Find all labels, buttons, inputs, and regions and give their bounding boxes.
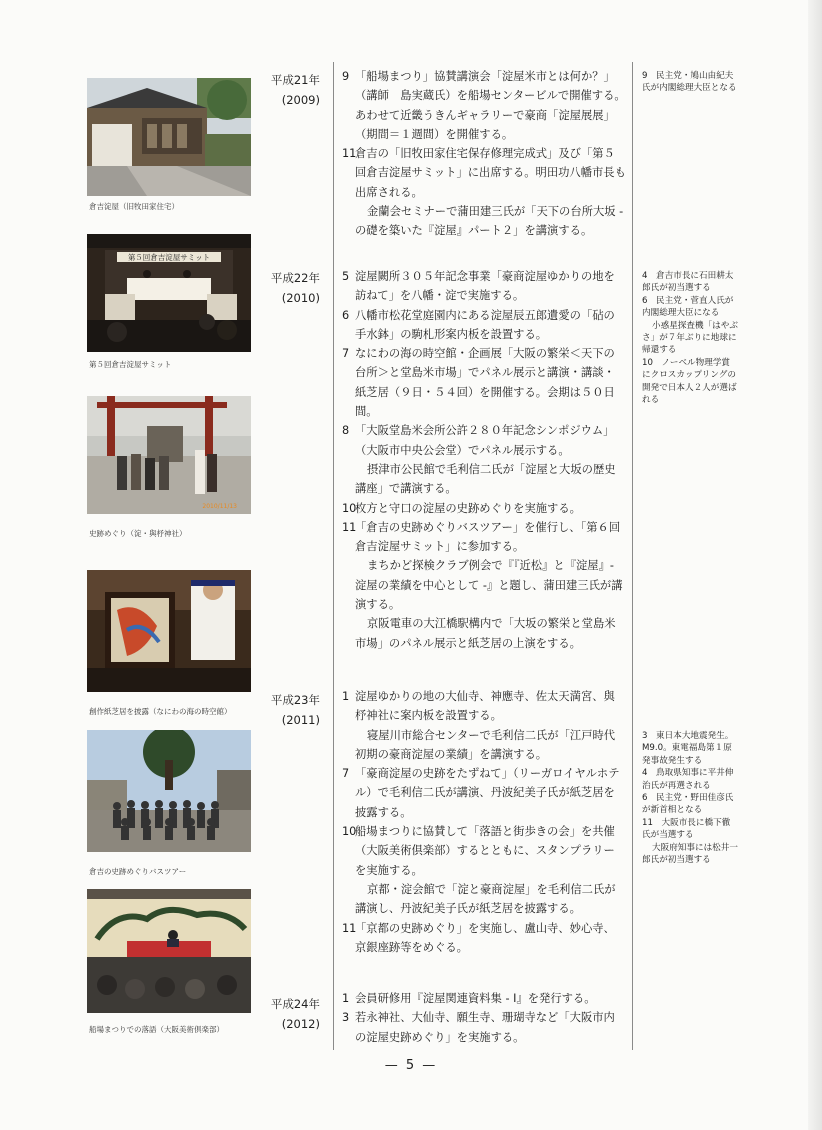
year-2010 [262, 268, 320, 308]
photo-kamishibai [87, 570, 251, 692]
event-item: 11 「倉吉の史跡めぐりバスツアー」を催行し、「第６回 倉吉淀屋サミット」に参加する。 [342, 520, 621, 554]
events-2010 [342, 267, 626, 653]
year-era: 平成24年 [270, 997, 320, 1011]
side-2009 [642, 70, 738, 95]
side-2010 [642, 270, 738, 406]
event-item: 10 船場まつりに協賛して「落語と街歩きの会」を共催（大阪美術倶楽部）するとともに、スタンプラリーを実施する。 [342, 825, 615, 877]
event-item: 京阪電車の大江橋駅構内で「大坂の繁栄と堂島米市場」のパネル展示と紙芝居の上演をする。 [355, 617, 616, 650]
side-item: 6 民主党・菅直人氏が内閣総理大臣になる [642, 295, 734, 319]
summit-banner-text: 第５回倉吉淀屋サミット [127, 253, 211, 262]
photo-summit [87, 234, 251, 352]
photo-shrine-tour [87, 396, 251, 514]
event-item: 9 「船場まつり」協賛講演会「淀屋米市とは何か？」（講師 島実蔵氏）を船場センタービルで開催する。あわせて近畿うきんギャラリーで豪商「淀屋展展」（期間＝１週間）を開催する。 [342, 70, 626, 141]
event-item: 寝屋川市総合センターで毛利信二氏が「江戸時代初期の豪商淀屋の業績」を講演する。 [355, 728, 616, 761]
event-item: 金蘭会セミナーで蒲田建三氏が「天下の台所大坂 - の礎を築いた『淀屋』パート２」を講演する。 [355, 205, 624, 238]
event-item: 摂津市公民館で毛利信二氏が「淀屋と大坂の歴史講座」で講演する。 [355, 462, 616, 496]
events-2011 [342, 687, 626, 957]
caption-photo-5: 倉吉の史跡めぐりバスツアー [89, 867, 187, 876]
event-item: 10 枚方と守口の淀屋の史跡めぐりを実施する。 [342, 501, 581, 515]
side-item: 11 大阪市長に橋下徹氏が当選する [642, 817, 731, 841]
side-item: 10 ノーベル物理学賞にクロスカップリングの開発で日本人２人が選ばれる [642, 357, 737, 406]
event-item: 5 淀屋闕所３０５年記念事業「豪商淀屋ゆかりの地を訪ねて」を八幡・淀で実施する。 [342, 270, 615, 303]
caption-photo-6: 船場まつりでの落語（大阪美術倶楽部） [89, 1025, 224, 1034]
photo-bus-tour-group [87, 730, 251, 852]
event-item: 7 なにわの海の時空館・企画展「大阪の繁栄＜天下の台所＞と堂島米市場」でパネル展示と講演・講談・紙芝居（９日・５４回）を開催する。会期は５０日間。 [342, 347, 615, 419]
event-item: 1 会員研修用『淀屋関連資料集 - Ⅰ』を発行する。 [342, 992, 596, 1005]
side-item: 3 東日本大地震発生。M9.0。東電福島第１原発事故発生する [642, 731, 734, 766]
year-era: 平成22年 [270, 271, 320, 285]
side-item: 大阪府知事には松井一郎氏が初当選する [642, 842, 738, 866]
year-era: 平成23年 [270, 693, 320, 707]
caption-photo-3: 史跡めぐり（淀・與杼神社） [89, 529, 187, 538]
side-2011 [642, 730, 738, 866]
event-item: 6 八幡市松花堂庭園内にある淀屋辰五郎遺愛の「砧の手水鉢」の駒札形案内板を設置する。 [342, 308, 615, 341]
event-item: 11 「京都の史跡めぐり」を実施し、盧山寺、妙心寺、京銀座跡等をめぐる。 [342, 921, 615, 954]
year-2009 [262, 70, 320, 110]
column-divider-left [333, 62, 334, 1050]
year-era: 平成21年 [270, 73, 320, 87]
event-item: 京都・淀会館で「淀と豪商淀屋」を毛利信二氏が講演し、丹波紀美子氏が紙芝居を披露する。 [355, 882, 616, 916]
events-2009 [342, 67, 626, 241]
side-item: 小惑星探査機「はやぶさ」が７年ぶりに地球に帰還する [642, 320, 738, 356]
event-item: 3 若永神社、大仙寺、願生寺、珊瑚寺など「大阪市内の淀屋史跡めぐり」を実施する。 [342, 1011, 615, 1044]
event-item: 11 倉吉の「旧牧田家住宅保存修理完成式」及び「第５回倉吉淀屋サミット」に出席する。明田功八幡市長も出席される。 [342, 147, 626, 199]
event-item: 7 「豪商淀屋の史跡をたずねて」（リーガロイヤルホテル）で毛利信二氏が講演、丹波紀美子氏が紙芝居を披露する。 [342, 767, 620, 819]
caption-photo-2: 第５回倉吉淀屋サミット [89, 360, 172, 369]
photo-kurayoshi-yodoya-house [87, 78, 251, 196]
photo-rakugo-stage [87, 889, 251, 1013]
year-2011 [262, 690, 320, 730]
year-2012 [262, 994, 320, 1034]
page-number: — 5 — [384, 1058, 438, 1073]
events-2012 [342, 989, 626, 1047]
side-item: 6 民主党・野田佳彦氏が新首相となる [642, 793, 734, 816]
year-ad: (2009) [281, 93, 320, 107]
caption-photo-1: 倉吉淀屋（旧牧田家住宅） [89, 202, 179, 211]
year-ad: (2012) [281, 1017, 320, 1031]
year-ad: (2011) [281, 713, 320, 727]
event-item: まちかど探検クラブ例会で『『近松』と『淀屋』- 淀屋の業績を中心として -』と題し、蒲田建三氏が講演する。 [355, 559, 623, 612]
photo-date-stamp: 2010/11/13 [202, 503, 237, 510]
side-item: 9 民主党・鳩山由紀夫氏が内閣総理大臣となる [642, 71, 737, 94]
event-item: 8 「大阪堂島米会所公許２８０年記念シンポジウム」（大阪市中央公会堂）でパネル展示する。 [342, 424, 615, 457]
year-ad: (2010) [281, 291, 320, 305]
event-item: 1 淀屋ゆかりの地の大仙寺、神應寺、佐太天満宮、與杼神社に案内板を設置する。 [342, 690, 615, 723]
caption-photo-4: 創作紙芝居を披露（なにわの海の時空館） [89, 707, 232, 716]
side-item: 4 鳥取県知事に平井伸治氏が再選される [642, 768, 734, 791]
column-divider-right [632, 62, 633, 1050]
side-item: 4 倉吉市長に石田耕太郎氏が初当選する [642, 271, 734, 294]
page-edge-shadow [808, 0, 822, 1130]
